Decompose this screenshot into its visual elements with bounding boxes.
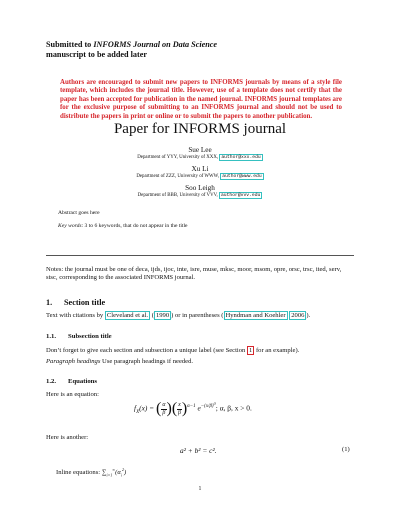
- author-affiliation: Department of BBB, University of VVV, author@vvv.edu: [137, 193, 261, 198]
- subsection-heading: 1.2. Equations: [46, 378, 97, 385]
- author-affiliation: Department of YYY, University of XXX, author@xxx.edu: [137, 155, 261, 160]
- subsection-heading: 1.1. Subsection title: [46, 333, 112, 340]
- inline-equation-line: Inline equations: $\sum_{i=1}^\infty(\alpha_i^2)$: [56, 467, 127, 478]
- divider-rule: [46, 255, 354, 256]
- author-name: Soo Leigh: [185, 184, 215, 192]
- author-name: Xu Li: [191, 165, 209, 173]
- author-email-link[interactable]: author@vvv.edu: [220, 193, 261, 198]
- equation-2: a² + b² = c².: [180, 446, 217, 455]
- author-email-link[interactable]: author@www.edu: [222, 174, 262, 179]
- section-ref-link[interactable]: 1: [249, 347, 253, 354]
- journal-name: INFORMS Journal on Data Science: [93, 40, 218, 49]
- equation-label: (1): [342, 446, 350, 453]
- citation-link[interactable]: Hyndman and Koehler: [225, 312, 286, 319]
- paper-title: Paper for INFORMS journal: [113, 121, 287, 137]
- abstract: Abstract goes here: [58, 210, 100, 216]
- citation-year-link[interactable]: 2006: [291, 312, 305, 319]
- equation-intro: Here is another:: [46, 434, 89, 441]
- author-email-link[interactable]: author@xxx.edu: [221, 155, 261, 160]
- page-number: 1: [198, 486, 202, 492]
- equation-intro: Here is an equation:: [46, 391, 99, 398]
- author-affiliation: Department of ZZZ, University of WWW, author@www.edu: [136, 174, 262, 179]
- citation-link[interactable]: Cleveland et al.: [106, 312, 149, 319]
- journal-notes: Notes: the journal must be one of deca, ijds, ijoc, inte, isre, muse, mksc, moor, msom, opre, orsc, trsc, ited, serv, stsc, corresponding to the associated INFORMS journal.: [46, 266, 342, 282]
- template-notice: Authors are encouraged to submit new papers to INFORMS journals by means of a style file template, which includes the journal title. However, use of a template does not certify that the paper has been accepted for publication in the named journal. INFORMS journal templates are for the exclusive purpose of submitting to an INFORMS journal and should not be used to distribute the papers in print or online or to submit the papers to another publication.: [60, 79, 342, 120]
- subsection-text: Don’t forget to give each section and subsection a unique label (see Section 1 for an example).: [46, 347, 300, 354]
- paragraph-with-heading: Paragraph headings Use paragraph headings if needed.: [46, 358, 194, 365]
- running-header-line2: manuscript to be added later: [46, 50, 147, 59]
- keywords: Key words: 3 to 6 keywords, that do not appear in the title: [58, 223, 188, 229]
- author-name: Sue Lee: [188, 146, 212, 154]
- section-text: Text with citations by Cleveland et al. ( 1990 ) or in parentheses ( Hyndman and Koehler 2006 ).: [46, 312, 311, 319]
- running-header: Submitted to INFORMS Journal on Data Science: [46, 40, 218, 49]
- citation-year-link[interactable]: 1990: [155, 312, 170, 319]
- section-heading: 1. Section title: [46, 298, 106, 307]
- equation-1: $f_X(x)$ = ( $\frac{\alpha}{\beta}$ )( $\frac{x}{\beta}$ )$^{\alpha-1}$ $e^{-(x/\beta)^\alpha}$; α, β, x > 0.: [134, 400, 252, 417]
